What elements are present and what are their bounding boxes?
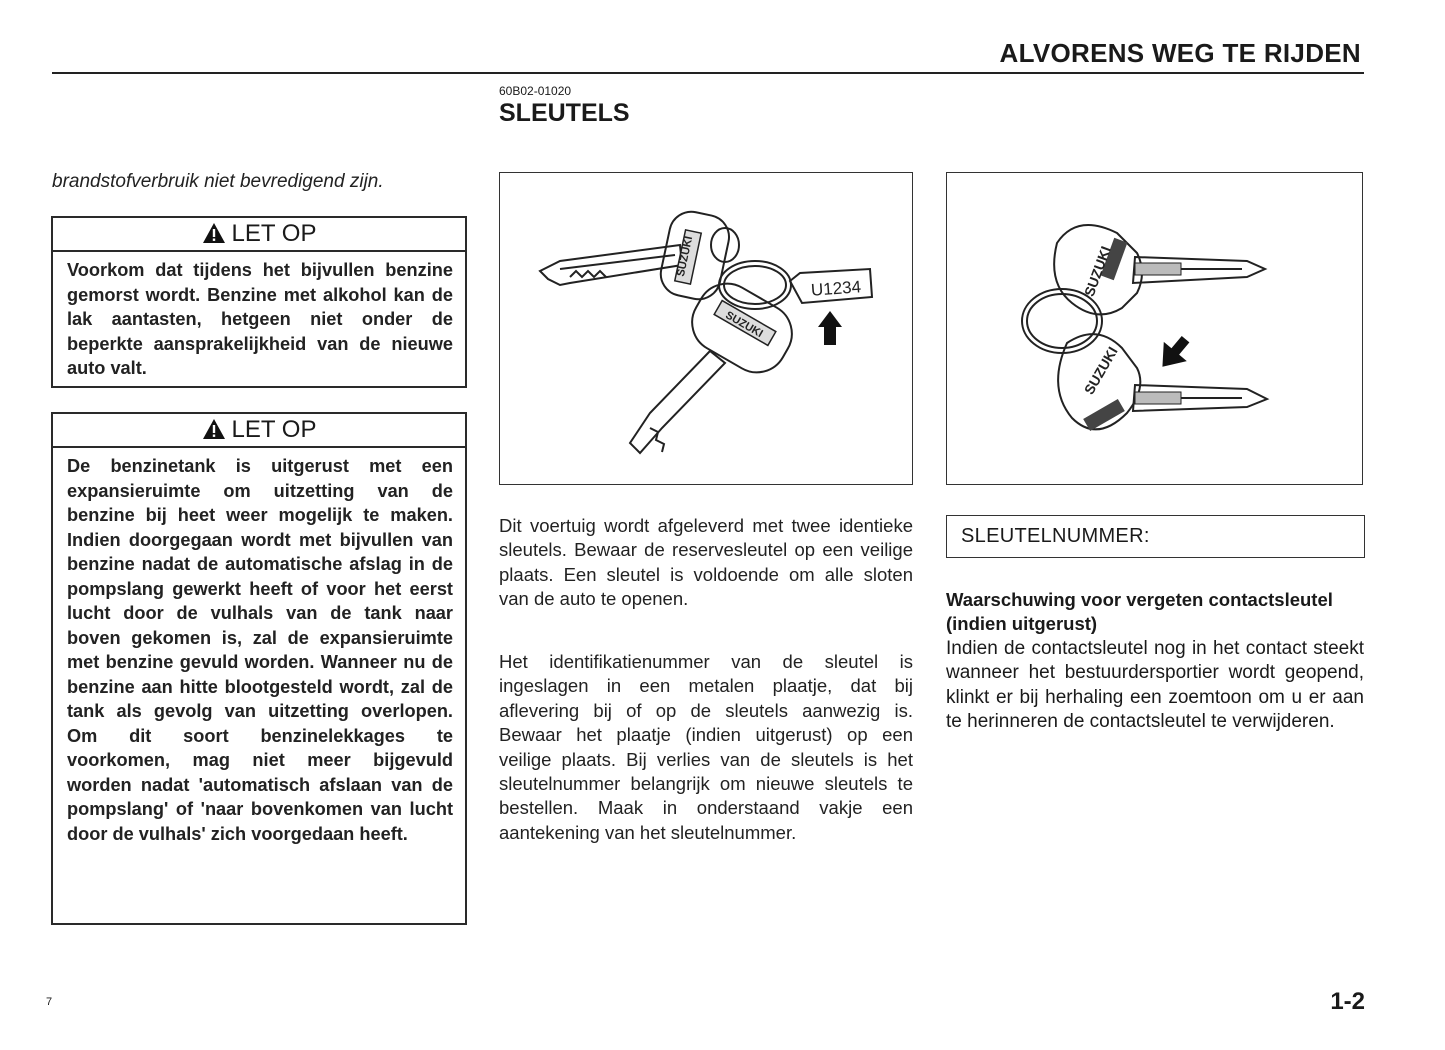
warning-triangle-icon xyxy=(202,222,226,244)
caution-box-spill xyxy=(51,216,467,388)
caution-text: De benzinetank is uitgerust met een expansieruimte om uitzetting van de benzine bij heet weer mogelijk te maken. Indien doorgegaan wordt met bijvullen van benzine nadat de automatische afslag in de pompslang gewerkt heeft of voor het eerst lucht door de vulhals van de tank naar boven gekomen is, zal de expansieruimte met benzine gevuld worden. Wanneer nu de benzine aan hitte blootgesteld wordt, zal de tank als gevolg van uitzetting overlopen. Om dit soort benzinelekkages te voorkomen, mag niet meer bijgevuld worden nadat 'automatisch afslaan van de pompslang' of 'naar bovenkomen van lucht door de vulhals' zich voorgedaan heeft. xyxy=(67,456,453,844)
continued-text: brandstofverbruik niet bevredigend zijn. xyxy=(52,171,384,192)
key-reminder-heading: Waarschuwing voor vergeten contactsleutel (indien uitgerust) xyxy=(946,589,1333,635)
key-tag-label: U1234 xyxy=(810,277,862,300)
brand-label: SUZUKI xyxy=(723,309,765,341)
footer-mark: 7 xyxy=(46,996,53,1008)
section-title: SLEUTELS xyxy=(499,99,630,127)
chapter-title: ALVORENS WEG TE RIJDEN xyxy=(999,38,1361,68)
caution-title: LET OP xyxy=(231,416,317,443)
warning-triangle-icon xyxy=(202,418,226,440)
key-number-field: SLEUTELNUMMER: xyxy=(946,515,1365,558)
keys-paragraph-2: Het identifikatienummer van de sleutel is ingeslagen in een metalen plaatje, dat bij aflevering bij of op de sleutels aanwezig is. Bewaar het plaatje (indien uitgerust) op een veilige plaats. Bij verlies van de sleutels is het sleutelnummer belangrijk om nieuwe sleutels te bestellen. Maak in onderstaand vakje een aantekening van het sleutelnummer. xyxy=(499,651,913,843)
key-reminder-text: Indien de contactsleutel nog in het contact steekt wanneer het bestuurdersportier wordt geopend, klinkt er bij herhaling een zoemtoon om u er aan te herinneren de contactsleutel te verwijderen. xyxy=(946,638,1364,733)
down-arrow-icon xyxy=(1151,330,1197,377)
caution-box-expansion xyxy=(51,412,467,925)
keys-illustration xyxy=(947,173,1362,484)
caution-text: Voorkom dat tijdens het bijvullen benzine gemorst wordt. Benzine met alkohol kan de lak aantasten, hetgeen niet onder de beperkte aansprakelijkheid van de nieuwe auto valt. xyxy=(67,260,453,378)
brand-label: SUZUKI xyxy=(1080,244,1114,299)
keys-illustration xyxy=(500,173,912,484)
header-rule xyxy=(52,72,1364,74)
keys-with-tag-figure xyxy=(499,172,913,485)
section-code: 60B02-01020 xyxy=(499,84,572,98)
caution-title: LET OP xyxy=(231,220,317,247)
brand-label: SUZUKI xyxy=(674,235,696,278)
caution-header xyxy=(53,414,465,448)
two-keys-figure xyxy=(946,172,1363,485)
caution-header xyxy=(53,218,465,252)
brand-label: SUZUKI xyxy=(1080,343,1121,398)
page-number: 1-2 xyxy=(1330,988,1365,1015)
up-arrow-icon xyxy=(818,311,842,345)
keys-paragraph-1: Dit voertuig wordt afgeleverd met twee identieke sleutels. Bewaar de reservesleutel op een veilige plaats. Een sleutel is voldoende om alle sloten van de auto te openen. xyxy=(499,515,913,610)
